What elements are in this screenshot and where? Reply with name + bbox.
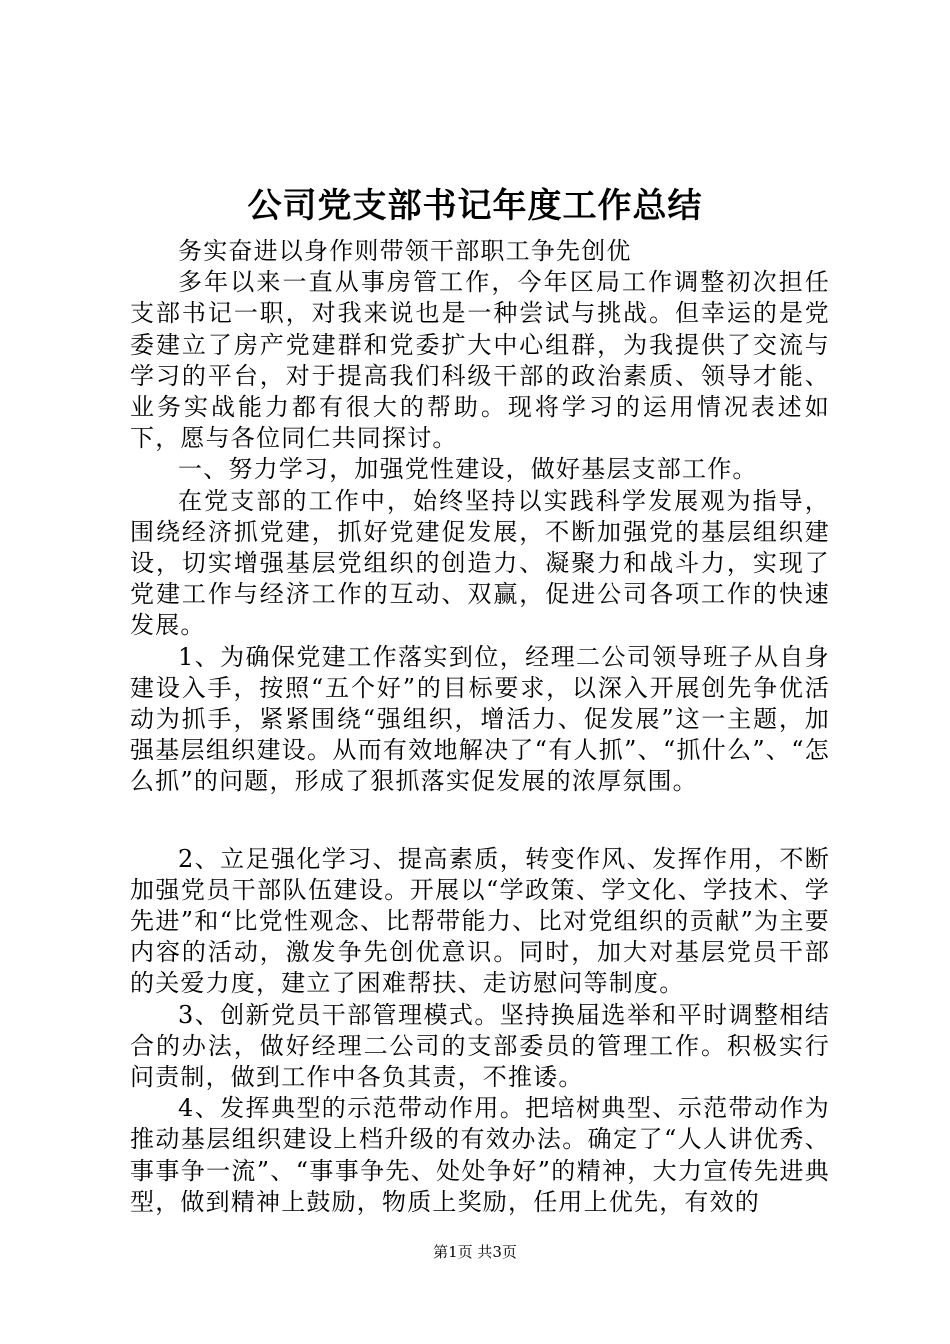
page-footer: 第1页 共3页	[433, 1243, 517, 1261]
paragraph-item-4: 4、发挥典型的示范带动作用。把培树典型、示范带动作为推动基层组织建设上档升级的有效办法。确定了“人人讲优秀、事事争一流”、“事事争先、处处争好”的精神，大力宣传先进典型，做到精神上鼓励，物质上奖励，任用上优先，有效的	[130, 1094, 830, 1216]
paragraph-section-1: 在党支部的工作中，始终坚持以实践科学发展观为指导，围绕经济抓党建，抓好党建促发展，不断加强党的基层组织建设，切实增强基层党组织的创造力、凝聚力和战斗力，实现了党建工作与经济工作的互动、双赢，促进公司各项工作的快速发展。	[130, 486, 830, 640]
paragraph-subtitle: 务实奋进以身作则带领干部职工争先创优	[178, 237, 632, 265]
paragraph-item-3: 3、创新党员干部管理模式。坚持换届选举和平时调整相结合的办法，做好经理二公司的支部委员的管理工作。积极实行问责制，做到工作中各负其责，不推诿。	[130, 1000, 830, 1092]
paragraph-intro: 多年以来一直从事房管工作，今年区局工作调整初次担任支部书记一职，对我来说也是一种尝试与挑战。但幸运的是党委建立了房产党建群和党委扩大中心组群，为我提供了交流与学习的平台，对于提高我们科级干部的政治素质、领导才能、业务实战能力都有很大的帮助。现将学习的运用情况表述如下，愿与各位同仁共同探讨。	[130, 268, 830, 453]
paragraph-item-1: 1、为确保党建工作落实到位，经理二公司领导班子从自身建设入手，按照“五个好”的目标要求，以深入开展创先争优活动为抓手，紧紧围绕“强组织，增活力、促发展”这一主题，加强基层组织建设。从而有效地解决了“有人抓”、“抓什么”、“怎么抓”的问题，形成了狠抓落实促发展的浓厚氛围。	[130, 642, 830, 796]
document-title: 公司党支部书记年度工作总结	[247, 186, 703, 226]
document-body	[130, 236, 830, 1218]
paragraph-item-2: 2、立足强化学习、提高素质，转变作风、发挥作用，不断加强党员干部队伍建设。开展以“学政策、学文化、学技术、学先进”和“比党性观念、比帮带能力、比对党组织的贡献”为主要内容的活动，激发争先创优意识。同时，加大对基层党员干部的关爱力度，建立了困难帮扶、走访慰问等制度。	[130, 844, 830, 998]
section-heading-1: 一、努力学习，加强党性建设，做好基层支部工作。	[178, 455, 758, 484]
paragraph-spacer	[130, 798, 830, 844]
